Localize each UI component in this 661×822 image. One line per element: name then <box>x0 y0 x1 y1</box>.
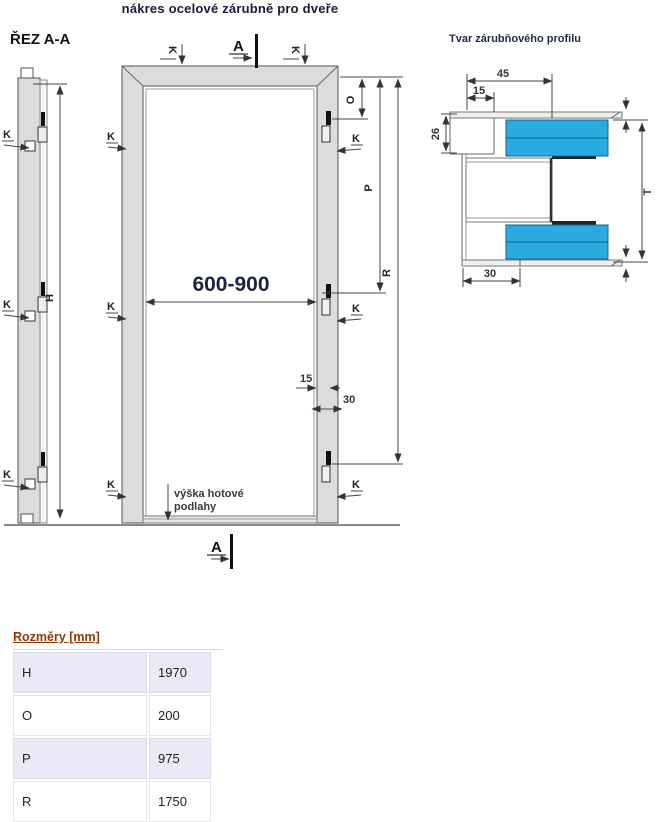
section-cut-marker-bottom <box>207 534 232 569</box>
anchor-k-label: K <box>107 301 115 313</box>
anchor-k-label: K <box>3 299 11 311</box>
dim-width-range <box>146 273 316 302</box>
dim-h-label: H <box>44 294 56 302</box>
dim-15-label: 15 <box>300 373 313 385</box>
table-row-label: O <box>13 695 147 736</box>
section-a-label: A <box>233 38 244 55</box>
table-row-label: H <box>13 652 147 693</box>
anchor-k-label: K <box>289 46 301 54</box>
wall-pocket <box>466 158 552 222</box>
section-view-title: ŘEZ A-A <box>10 31 71 48</box>
dim-26-label: 26 <box>430 127 442 141</box>
dim-45-label: 45 <box>496 68 510 80</box>
table-row-value: 200 <box>149 695 211 736</box>
anchor-k-label: K <box>166 46 178 54</box>
dim-15-profile-label: 15 <box>472 85 486 97</box>
dim-t-label: T <box>642 188 654 196</box>
width-range-label: 600-900 <box>192 273 270 296</box>
dimensions-table-title: Rozměry [mm] <box>13 630 100 644</box>
table-row-value: 975 <box>149 738 211 779</box>
floor-height-note <box>168 484 244 520</box>
anchor-k-label: K <box>107 131 115 143</box>
anchor-k-label: K <box>3 129 11 141</box>
floor-note-line1: výška hotové <box>174 488 244 500</box>
dim-o-label: O <box>345 95 357 105</box>
anchor-k-label: K <box>352 303 360 315</box>
dimensions-table <box>13 630 223 822</box>
dim-30-profile-label: 30 <box>483 268 497 280</box>
table-row-value: 1750 <box>149 781 211 822</box>
table-row-label: R <box>13 781 147 822</box>
dim-p-label: P <box>363 184 375 192</box>
section-a-label: A <box>211 539 222 556</box>
section-view <box>2 68 67 523</box>
profile-view-title: Tvar zárubňového profilu <box>449 33 582 45</box>
table-row-value: 1970 <box>149 652 211 693</box>
page-title: nákres ocelové zárubně pro dveře <box>121 1 339 16</box>
dimensions-table-grid <box>13 649 223 822</box>
dim-r-label: R <box>381 269 393 277</box>
dim-30-label: 30 <box>343 394 356 406</box>
anchor-k-label: K <box>107 479 115 491</box>
anchor-k-label: K <box>352 133 360 145</box>
anchor-k-label: K <box>3 469 11 481</box>
elevation-view <box>4 34 403 569</box>
anchor-marker-k-right <box>337 133 363 497</box>
profile-view <box>430 68 654 287</box>
floor-note-line2: podlahy <box>174 501 217 513</box>
table-row-label: P <box>13 738 147 779</box>
anchor-k-label: K <box>352 479 360 491</box>
section-cut-marker-top <box>229 34 257 68</box>
